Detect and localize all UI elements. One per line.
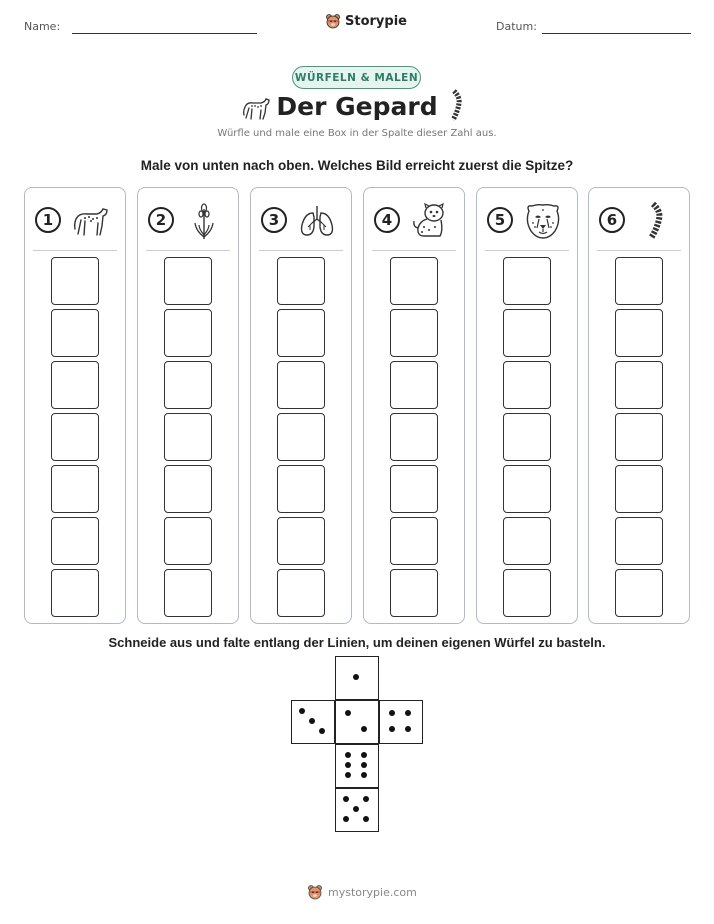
brand-name: Storypie — [345, 13, 407, 29]
cut-instruction: Schneide aus und falte entlang der Linien, um deinen eigenen Würfel zu basteln. — [108, 635, 606, 650]
die-pip — [309, 718, 315, 724]
color-box[interactable] — [51, 465, 99, 513]
date-label: Datum: — [496, 20, 537, 33]
column-4 — [363, 187, 465, 624]
column-number: 4 — [374, 207, 400, 233]
color-box[interactable] — [164, 517, 212, 565]
die-pip — [405, 710, 411, 716]
die-pip — [345, 772, 351, 778]
column-1 — [24, 187, 126, 624]
color-box[interactable] — [390, 465, 438, 513]
die-pip — [389, 726, 395, 732]
color-box[interactable] — [503, 309, 551, 357]
activity-badge: WÜRFELN & MALEN — [292, 66, 421, 89]
color-box[interactable] — [503, 465, 551, 513]
die-pip — [361, 726, 367, 732]
name-line[interactable] — [72, 33, 257, 34]
die-pip — [363, 816, 369, 822]
color-box[interactable] — [615, 569, 663, 617]
color-box[interactable] — [615, 361, 663, 409]
color-box[interactable] — [277, 361, 325, 409]
color-box[interactable] — [503, 361, 551, 409]
date-line[interactable] — [542, 33, 691, 34]
color-box[interactable] — [164, 465, 212, 513]
color-box[interactable] — [615, 309, 663, 357]
die-pip — [345, 710, 351, 716]
color-box[interactable] — [51, 413, 99, 461]
color-box[interactable] — [615, 413, 663, 461]
column-number: 1 — [35, 207, 61, 233]
cheetah-cub-icon — [410, 201, 450, 241]
columns-area — [24, 187, 690, 624]
column-number: 2 — [148, 207, 174, 233]
color-box[interactable] — [390, 569, 438, 617]
die-pip — [319, 728, 325, 734]
column-divider — [597, 250, 681, 251]
color-box[interactable] — [51, 517, 99, 565]
die-face-5 — [335, 788, 379, 832]
color-box[interactable] — [277, 465, 325, 513]
column-5 — [476, 187, 578, 624]
lungs-icon — [297, 201, 337, 241]
instruction: Male von unten nach oben. Welches Bild erreicht zuerst die Spitze? — [140, 158, 574, 173]
column-divider — [146, 250, 230, 251]
die-pip — [353, 674, 359, 680]
color-box[interactable] — [615, 465, 663, 513]
color-box[interactable] — [503, 569, 551, 617]
color-box[interactable] — [277, 569, 325, 617]
color-box[interactable] — [390, 413, 438, 461]
die-pip — [405, 726, 411, 732]
die-pip — [343, 796, 349, 802]
color-box[interactable] — [164, 309, 212, 357]
column-number: 6 — [599, 207, 625, 233]
color-box[interactable] — [51, 309, 99, 357]
die-face-3 — [291, 700, 335, 744]
color-box[interactable] — [390, 257, 438, 305]
bear-logo-icon — [307, 884, 323, 900]
color-box[interactable] — [51, 257, 99, 305]
die-pip — [343, 816, 349, 822]
color-box[interactable] — [277, 309, 325, 357]
color-box[interactable] — [503, 413, 551, 461]
color-box[interactable] — [503, 517, 551, 565]
die-face-2 — [335, 700, 379, 744]
column-divider — [372, 250, 456, 251]
die-pip — [345, 762, 351, 768]
cheetah-icon — [71, 201, 111, 241]
color-box[interactable] — [164, 361, 212, 409]
page-title: Der Gepard — [276, 92, 438, 121]
column-3 — [250, 187, 352, 624]
color-box[interactable] — [615, 517, 663, 565]
spine-title-icon — [447, 89, 465, 123]
color-box[interactable] — [503, 257, 551, 305]
plant-icon — [184, 201, 224, 241]
die-face-1 — [335, 656, 379, 700]
die-pip — [299, 708, 305, 714]
column-number: 5 — [487, 207, 513, 233]
die-pip — [345, 752, 351, 758]
spine-icon — [635, 201, 675, 241]
column-divider — [33, 250, 117, 251]
die-pip — [361, 762, 367, 768]
die-pip — [389, 710, 395, 716]
column-divider — [259, 250, 343, 251]
color-box[interactable] — [164, 413, 212, 461]
column-number: 3 — [261, 207, 287, 233]
column-6 — [588, 187, 690, 624]
die-face-6 — [335, 744, 379, 788]
cheetah-face-icon — [523, 201, 563, 241]
die-pip — [361, 752, 367, 758]
die-pip — [361, 772, 367, 778]
footer-url[interactable]: mystorypie.com — [328, 885, 417, 899]
color-box[interactable] — [51, 569, 99, 617]
name-label: Name: — [24, 20, 61, 33]
brand-logo — [325, 13, 407, 29]
subtitle: Würfle und male eine Box in der Spalte dieser Zahl aus. — [217, 128, 497, 139]
die-pip — [363, 796, 369, 802]
color-box[interactable] — [164, 257, 212, 305]
color-box[interactable] — [51, 361, 99, 409]
color-box[interactable] — [615, 257, 663, 305]
footer — [307, 884, 417, 900]
die-face-4 — [379, 700, 423, 744]
color-box[interactable] — [277, 257, 325, 305]
column-2 — [137, 187, 239, 624]
bear-logo-icon — [325, 13, 341, 29]
die-pip — [353, 806, 359, 812]
color-box[interactable] — [390, 309, 438, 357]
color-box[interactable] — [390, 517, 438, 565]
column-divider — [485, 250, 569, 251]
color-box[interactable] — [277, 517, 325, 565]
color-box[interactable] — [277, 413, 325, 461]
color-box[interactable] — [390, 361, 438, 409]
color-box[interactable] — [164, 569, 212, 617]
